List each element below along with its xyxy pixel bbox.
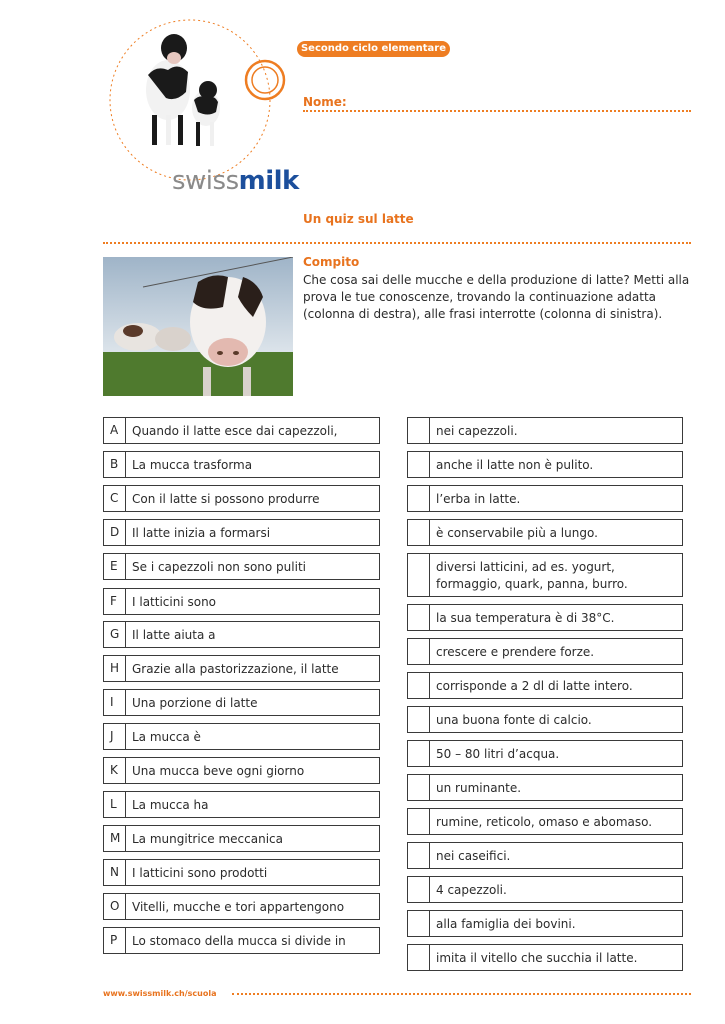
right-row-text: corrisponde a 2 dl di latte intero. <box>436 679 633 693</box>
left-row-key: H <box>104 656 126 681</box>
right-row-text: crescere e prendere forze. <box>436 645 595 659</box>
task-text: Che cosa sai delle mucche e della produzione di latte? Metti alla prova le tue conoscenze, trovando la continuazione adatta (colonna di destra), alle frasi interrotte (colonna di sinistra). <box>303 273 690 321</box>
left-row <box>103 927 380 954</box>
right-row-text: nei capezzoli. <box>436 424 518 438</box>
footer-url[interactable]: www.swissmilk.ch/scuola <box>103 989 217 998</box>
right-row-text: imita il vitello che succhia il latte. <box>436 951 638 965</box>
right-row <box>407 519 683 546</box>
left-row-key: J <box>104 724 126 749</box>
right-row <box>407 485 683 512</box>
name-label: Nome: <box>303 95 347 109</box>
left-row-key: D <box>104 520 126 545</box>
left-row-text: La mucca è <box>132 730 201 744</box>
left-row-text: Vitelli, mucche e tori appartengono <box>132 900 345 914</box>
right-row <box>407 638 683 665</box>
left-row <box>103 791 380 818</box>
left-row-text: La mucca ha <box>132 798 209 812</box>
answer-box[interactable] <box>408 945 430 970</box>
left-row-text: Quando il latte esce dai capezzoli, <box>132 424 338 438</box>
right-row-text: una buona fonte di calcio. <box>436 713 592 727</box>
right-row <box>407 451 683 478</box>
answer-box[interactable] <box>408 911 430 936</box>
right-row <box>407 553 683 597</box>
answer-box[interactable] <box>408 707 430 732</box>
section-divider <box>103 242 691 244</box>
left-row <box>103 689 380 716</box>
cows-photo <box>103 257 293 396</box>
left-row <box>103 519 380 546</box>
left-row-key: L <box>104 792 126 817</box>
answer-box[interactable] <box>408 605 430 630</box>
left-row <box>103 723 380 750</box>
logo-milk-text: milk <box>238 166 299 196</box>
left-row <box>103 757 380 784</box>
right-row-text: un ruminante. <box>436 781 522 795</box>
left-row-text: Con il latte si possono produrre <box>132 492 320 506</box>
right-row-text: l’erba in latte. <box>436 492 521 506</box>
right-row <box>407 740 683 767</box>
right-row <box>407 706 683 733</box>
left-row-key: G <box>104 622 126 647</box>
left-row <box>103 553 380 580</box>
left-row-text: I latticini sono prodotti <box>132 866 268 880</box>
answer-box[interactable] <box>408 809 430 834</box>
answer-box[interactable] <box>408 639 430 664</box>
left-row <box>103 451 380 478</box>
left-row-text: La mungitrice meccanica <box>132 832 283 846</box>
left-row-text: Una mucca beve ogni giorno <box>132 764 305 778</box>
left-row-key: C <box>104 486 126 511</box>
left-row-key: M <box>104 826 126 851</box>
answer-box[interactable] <box>408 418 430 443</box>
right-row-text: anche il latte non è pulito. <box>436 458 594 472</box>
left-row-key: F <box>104 589 126 614</box>
grade-badge: Secondo ciclo elementare <box>297 41 450 57</box>
left-row <box>103 588 380 615</box>
left-row-key: I <box>104 690 126 715</box>
left-row-text: I latticini sono <box>132 595 217 609</box>
answer-box[interactable] <box>408 452 430 477</box>
right-row-text: nei caseifici. <box>436 849 511 863</box>
answer-box[interactable] <box>408 843 430 868</box>
cows-illustration <box>138 30 233 150</box>
right-row-text: alla famiglia dei bovini. <box>436 917 576 931</box>
answer-box[interactable] <box>408 741 430 766</box>
right-row <box>407 944 683 971</box>
left-row <box>103 485 380 512</box>
answer-box[interactable] <box>408 877 430 902</box>
left-row-text: Il latte aiuta a <box>132 628 216 642</box>
right-row <box>407 774 683 801</box>
right-row <box>407 842 683 869</box>
logo-swiss-text: swiss <box>172 166 239 196</box>
name-line[interactable] <box>303 110 691 112</box>
right-row <box>407 876 683 903</box>
left-row-key: O <box>104 894 126 919</box>
quiz-title: Un quiz sul latte <box>303 212 414 226</box>
answer-box[interactable] <box>408 520 430 545</box>
task-title: Compito <box>303 255 360 269</box>
right-row <box>407 910 683 937</box>
left-row-text: La mucca trasforma <box>132 458 253 472</box>
right-row-text: 50 – 80 litri d’acqua. <box>436 747 560 761</box>
left-row-text: Lo stomaco della mucca si divide in <box>132 934 346 948</box>
left-row-key: K <box>104 758 126 783</box>
right-row <box>407 808 683 835</box>
left-row <box>103 893 380 920</box>
footer-divider <box>232 993 691 995</box>
left-row <box>103 621 380 648</box>
left-row-key: P <box>104 928 126 953</box>
left-row-text: Se i capezzoli non sono puliti <box>132 560 306 574</box>
right-row <box>407 672 683 699</box>
right-row-text: la sua temperatura è di 38°C. <box>436 611 615 625</box>
answer-box[interactable] <box>408 554 430 596</box>
left-row-text: Il latte inizia a formarsi <box>132 526 271 540</box>
left-row-text: Una porzione di latte <box>132 696 258 710</box>
left-row-text: Grazie alla pastorizzazione, il latte <box>132 662 339 676</box>
left-row <box>103 417 380 444</box>
swissmilk-logo <box>172 166 299 196</box>
left-row <box>103 825 380 852</box>
left-row-key: A <box>104 418 126 443</box>
right-row-text: diversi latticini, ad es. yogurt, formaggio, quark, panna, burro. <box>436 560 628 591</box>
answer-box[interactable] <box>408 673 430 698</box>
answer-box[interactable] <box>408 775 430 800</box>
right-row <box>407 417 683 444</box>
right-row-text: rumine, reticolo, omaso e abomaso. <box>436 815 653 829</box>
left-row <box>103 859 380 886</box>
right-row-text: 4 capezzoli. <box>436 883 507 897</box>
left-row-key: E <box>104 554 126 579</box>
left-row <box>103 655 380 682</box>
right-row <box>407 604 683 631</box>
right-row-text: è conservabile più a lungo. <box>436 526 598 540</box>
answer-box[interactable] <box>408 486 430 511</box>
left-row-key: B <box>104 452 126 477</box>
left-row-key: N <box>104 860 126 885</box>
